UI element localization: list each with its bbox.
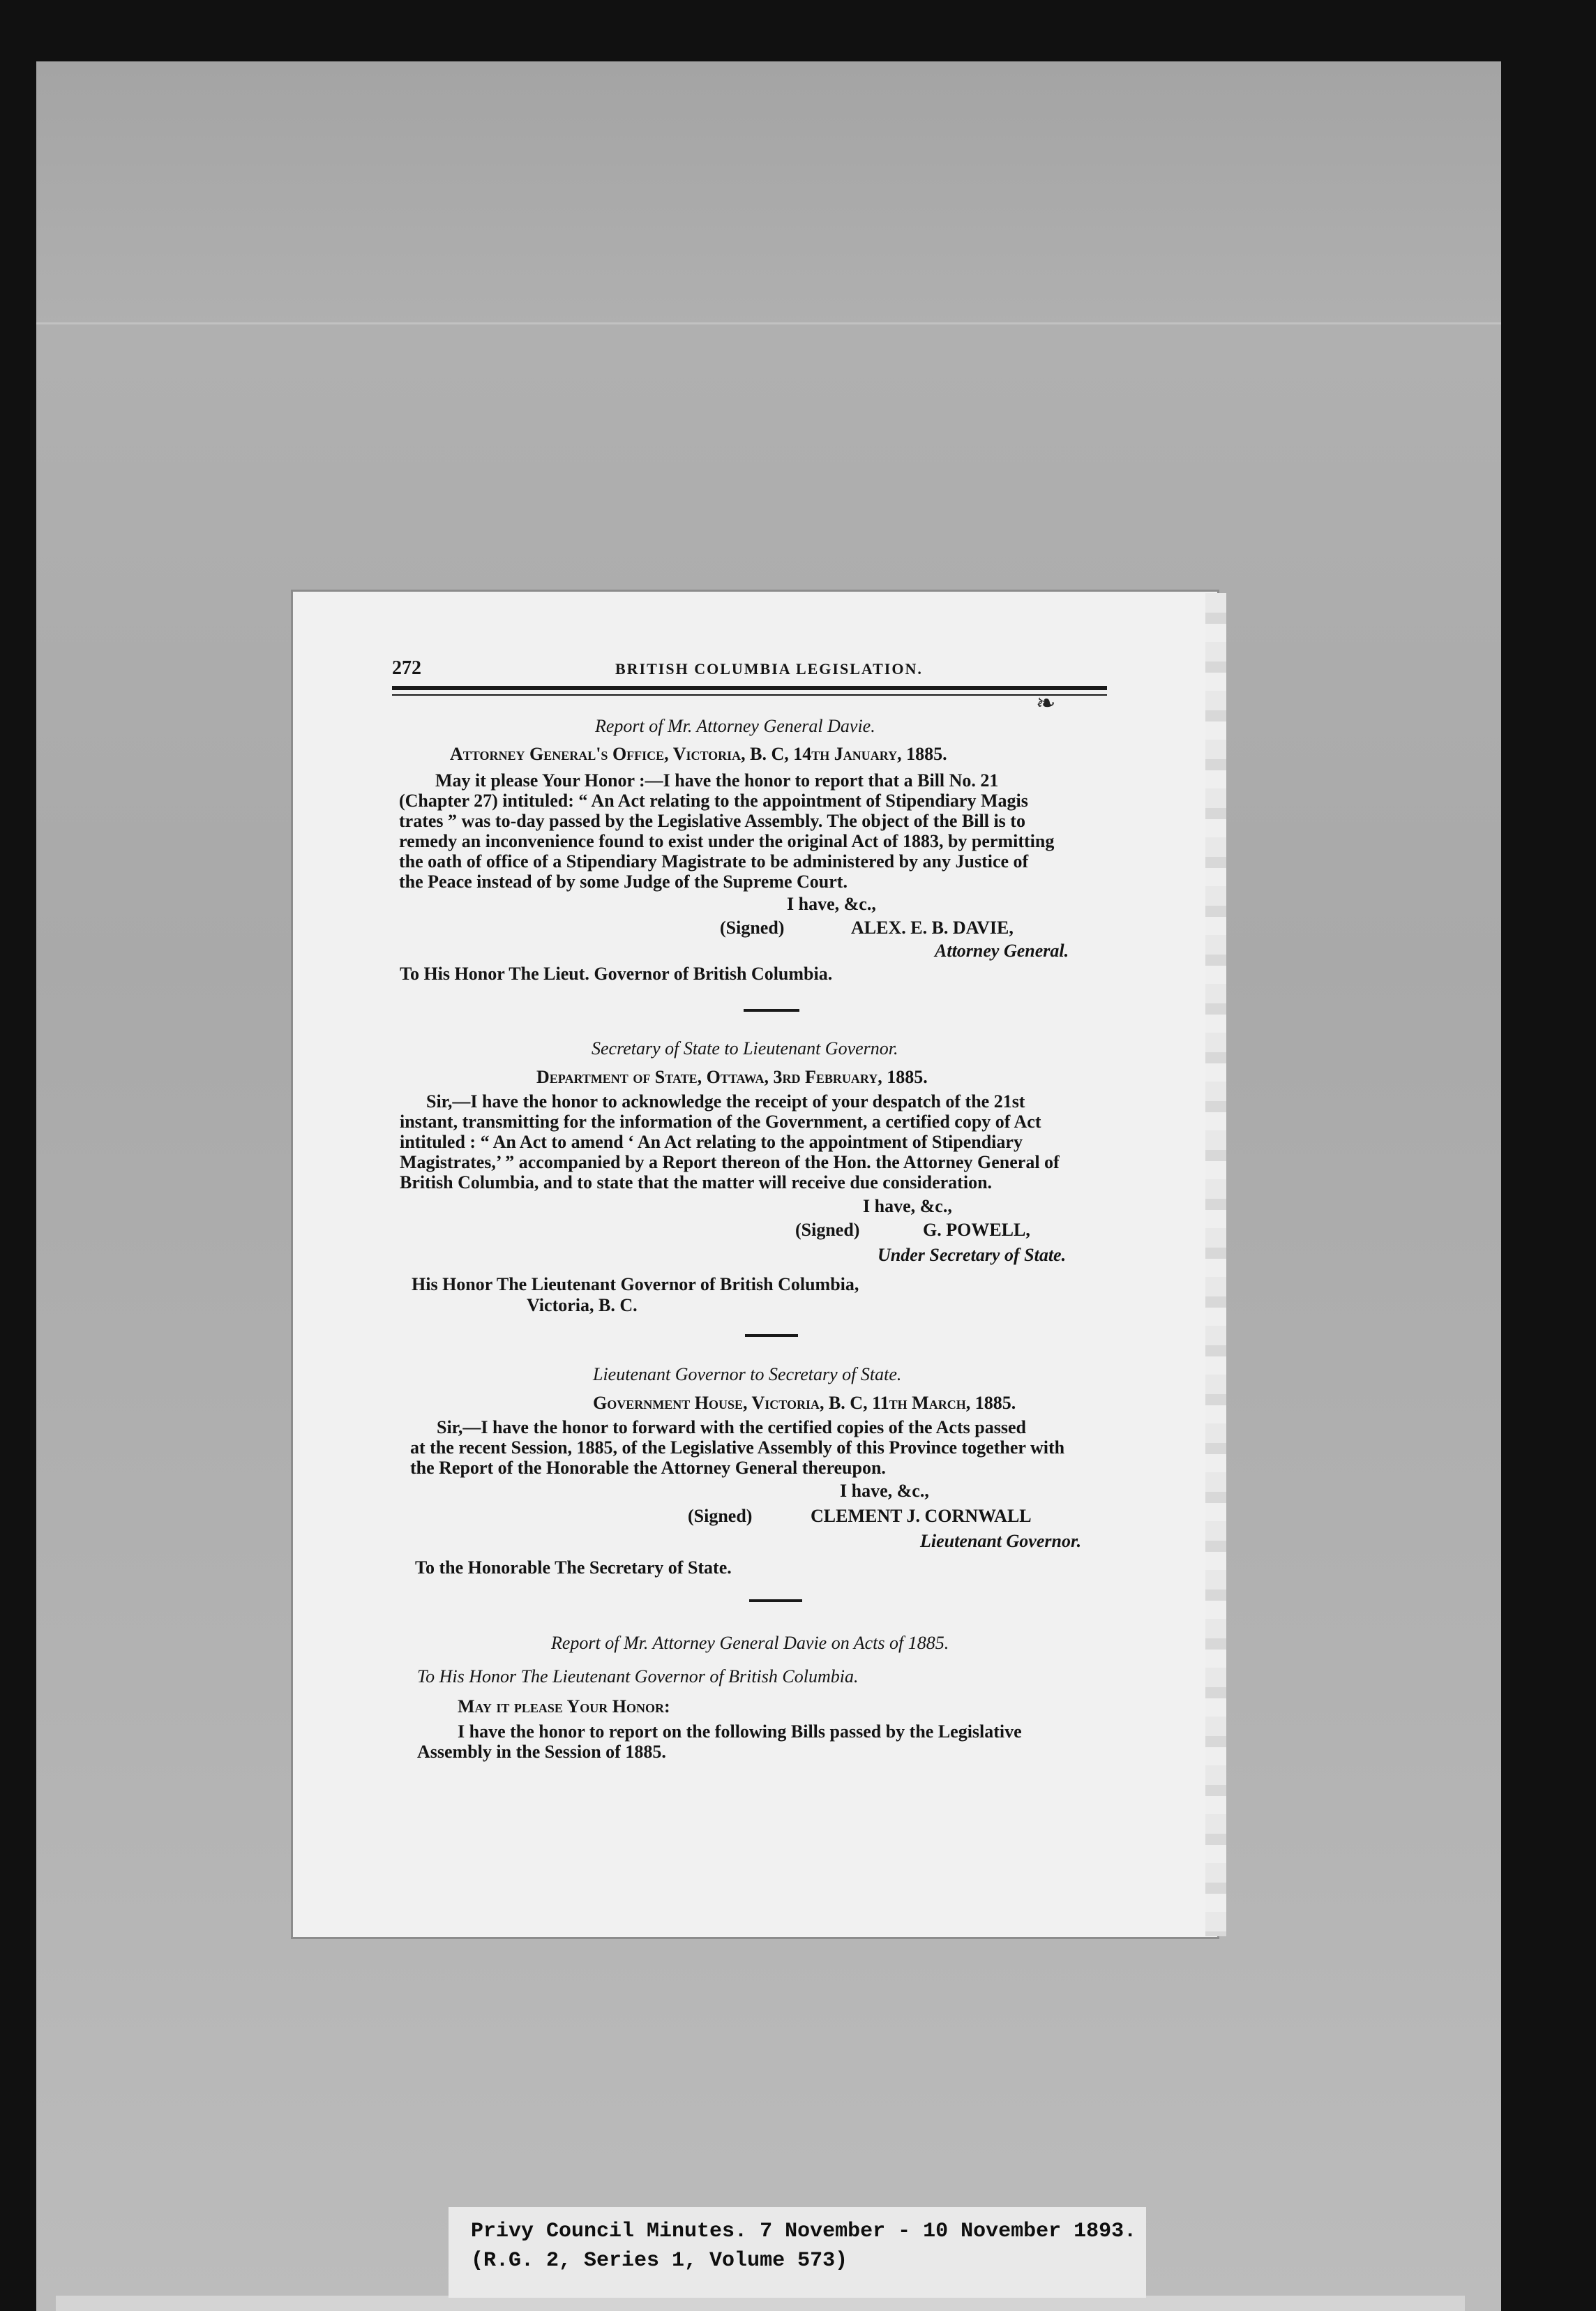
running-head: BRITISH COLUMBIA LEGISLATION. xyxy=(615,660,923,678)
section2-dateline: Department of State, Ottawa, 3rd February, 1885. xyxy=(536,1067,928,1087)
section3-closing: I have, &c., xyxy=(840,1481,929,1501)
page-number: 272 xyxy=(392,657,421,679)
section3-body xyxy=(410,1417,1108,1478)
torn-page-edge xyxy=(1205,593,1226,1936)
section1-closing: I have, &c., xyxy=(787,894,876,914)
section3-line: the Report of the Honorable the Attorney General thereupon. xyxy=(410,1458,886,1478)
section2-addressee-line1: His Honor The Lieutenant Governor of British Columbia, xyxy=(412,1274,859,1294)
archive-label-line1: Privy Council Minutes. 7 November - 10 November 1893. xyxy=(471,2220,1137,2243)
section4-salutation: May it please Your Honor: xyxy=(458,1696,670,1717)
section3-heading: Lieutenant Governor to Secretary of State. xyxy=(593,1364,902,1384)
section4-body xyxy=(417,1721,1115,1762)
section-divider xyxy=(744,1009,799,1012)
section4-line: Assembly in the Session of 1885. xyxy=(417,1742,666,1762)
section3-signed: (Signed) xyxy=(688,1506,753,1526)
film-seam xyxy=(36,322,1501,324)
section1-line: the oath of office of a Stipendiary Magistrate to be administered by any Justice of xyxy=(399,851,1029,872)
section4-heading: Report of Mr. Attorney General Davie on Acts of 1885. xyxy=(551,1633,949,1653)
section2-line: Sir,—I have the honor to acknowledge the receipt of your despatch of the 21st xyxy=(426,1091,1025,1112)
section1-body xyxy=(399,770,1105,892)
section1-line: May it please Your Honor :—I have the honor to report that a Bill No. 21 xyxy=(435,770,999,791)
ink-blot-icon: ❧ xyxy=(1036,691,1056,717)
section1-heading: Report of Mr. Attorney General Davie. xyxy=(595,716,875,736)
section2-closing: I have, &c., xyxy=(863,1196,952,1216)
section2-addressee-line2: Victoria, B. C. xyxy=(527,1295,638,1315)
section4-line: I have the honor to report on the following Bills passed by the Legislative xyxy=(458,1721,1022,1742)
header-rule-thin xyxy=(392,694,1107,696)
document-page xyxy=(293,592,1217,1937)
section1-line: remedy an inconvenience found to exist under the original Act of 1883, by permitting xyxy=(399,831,1055,851)
section2-signed: (Signed) xyxy=(795,1220,860,1240)
section1-line: trates ” was to-day passed by the Legislative Assembly. The object of the Bill is to xyxy=(399,811,1025,831)
section1-signed: (Signed) xyxy=(720,918,785,938)
section3-signer-title: Lieutenant Governor. xyxy=(920,1531,1082,1551)
section2-heading: Secretary of State to Lieutenant Governor. xyxy=(592,1038,898,1059)
section2-signer: G. POWELL, xyxy=(923,1220,1030,1240)
archive-label xyxy=(449,2207,1146,2298)
section1-addressee: To His Honor The Lieut. Governor of British Columbia. xyxy=(400,964,833,984)
section1-line: (Chapter 27) intituled: “ An Act relating to the appointment of Stipendiary Magis xyxy=(399,791,1028,811)
section1-signer: ALEX. E. B. DAVIE, xyxy=(851,918,1014,938)
section3-signer: CLEMENT J. CORNWALL xyxy=(811,1506,1032,1526)
section-divider xyxy=(749,1599,802,1602)
section2-line: instant, transmitting for the information of the Government, a certified copy of Act xyxy=(400,1112,1041,1132)
section1-signer-title: Attorney General. xyxy=(935,941,1069,961)
section-divider xyxy=(745,1334,798,1337)
archive-card-bottom xyxy=(56,2296,1465,2311)
section2-line: intituled : “ An Act to amend ‘ An Act relating to the appointment of Stipendiary xyxy=(400,1132,1023,1152)
section3-dateline: Government House, Victoria, B. C, 11th March, 1885. xyxy=(593,1393,1016,1413)
section2-body xyxy=(400,1091,1106,1192)
section2-line: British Columbia, and to state that the matter will receive due consideration. xyxy=(400,1172,993,1192)
section3-line: Sir,—I have the honor to forward with the certified copies of the Acts passed xyxy=(437,1417,1026,1437)
section3-line: at the recent Session, 1885, of the Legislative Assembly of this Province together with xyxy=(410,1437,1065,1458)
section4-addressee: To His Honor The Lieutenant Governor of British Columbia. xyxy=(417,1666,859,1686)
section2-signer-title: Under Secretary of State. xyxy=(878,1245,1067,1265)
section1-dateline: Attorney General's Office, Victoria, B. C, 14th January, 1885. xyxy=(450,744,947,764)
section1-line: the Peace instead of by some Judge of the Supreme Court. xyxy=(399,872,848,892)
section2-line: Magistrates,’ ” accompanied by a Report thereon of the Hon. the Attorney General of xyxy=(400,1152,1060,1172)
header-rule-thick xyxy=(392,686,1107,690)
section3-addressee: To the Honorable The Secretary of State. xyxy=(415,1557,732,1578)
archive-label-line2: (R.G. 2, Series 1, Volume 573) xyxy=(471,2249,848,2273)
